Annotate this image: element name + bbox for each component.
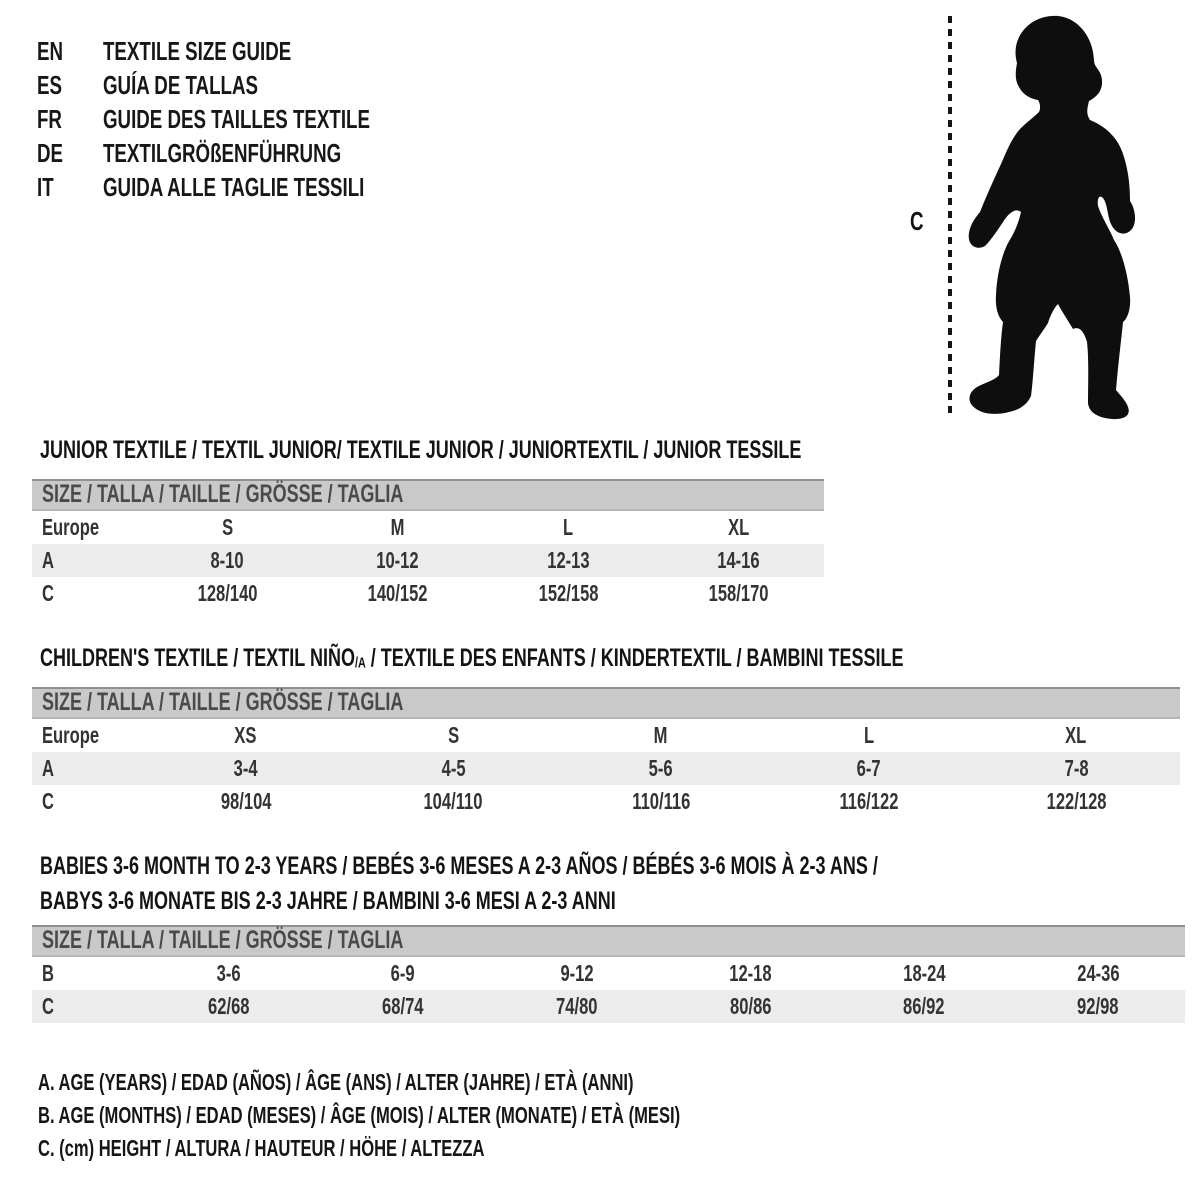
language-title: TEXTILGRÖßENFÜHRUNG (103, 138, 342, 168)
language-code: IT (37, 172, 54, 202)
language-title: GUÍA DE TALLAS (103, 70, 258, 100)
table-cell: 74/80 (555, 993, 598, 1019)
language-title: GUIDA ALLE TAGLIE TESSILI (103, 172, 365, 202)
table-cell: 12-18 (729, 960, 772, 986)
height-figure (900, 0, 1200, 445)
table-cell: C (42, 580, 54, 606)
table-cell: Europe (42, 514, 100, 540)
language-title: TEXTILE SIZE GUIDE (103, 36, 292, 66)
note-line: C. (cm) HEIGHT / ALTURA / HAUTEUR / HÖHE / ALTEZZA (38, 1135, 485, 1161)
table-cell: 6-9 (390, 960, 415, 986)
note-line: B. AGE (MONTHS) / EDAD (MESES) / ÂGE (MOIS) / ALTER (MONATE) / ETÀ (MESI) (38, 1102, 681, 1128)
language-code: DE (37, 138, 64, 168)
section-title-junior: JUNIOR TEXTILE / TEXTIL JUNIOR/ TEXTILE JUNIOR / JUNIORTEXTIL / JUNIOR TESSILE (40, 436, 802, 464)
table-cell: 4-5 (441, 755, 466, 781)
table-cell: 5-6 (649, 755, 673, 781)
table-cell: Europe (42, 722, 100, 748)
table-cell: 152/158 (538, 580, 599, 606)
section-title-children: CHILDREN'S TEXTILE / TEXTIL NIÑO/A / TEXTILE DES ENFANTS / KINDERTEXTIL / BAMBINI TESSILE (40, 644, 904, 672)
table-row-age (32, 544, 824, 577)
table-cell: 116/122 (839, 788, 899, 814)
table-cell: 9-12 (559, 960, 594, 986)
table-cell: C (42, 993, 54, 1019)
language-header (37, 34, 474, 204)
table-cell: C (42, 788, 54, 814)
table-cell: 122/128 (1046, 788, 1107, 814)
table-row-height (32, 577, 824, 610)
language-code: EN (37, 36, 64, 66)
table-cell: B (42, 960, 54, 986)
table-cell: 68/74 (382, 993, 424, 1019)
table-cell: 8-10 (210, 547, 244, 573)
table-cell: 80/86 (729, 993, 772, 1019)
table-cell: 10-12 (376, 547, 419, 573)
language-row (37, 102, 474, 136)
table-cell: 128/140 (197, 580, 258, 606)
toddler-silhouette-icon (940, 0, 1200, 440)
height-label: C (910, 206, 924, 236)
size-table-header: SIZE / TALLA / TAILLE / GRÖSSE / TAGLIA (32, 687, 1180, 719)
table-cell: 98/104 (220, 788, 272, 814)
table-cell: 104/110 (423, 788, 483, 814)
table-row-columns (32, 719, 1180, 752)
table-cell: 12-13 (547, 547, 590, 573)
language-code: FR (37, 104, 62, 134)
table-cell: 62/68 (208, 993, 250, 1019)
table-row-columns (32, 511, 824, 544)
table-cell: XS (234, 722, 257, 748)
table-row-height (32, 990, 1185, 1023)
table-cell: L (563, 514, 574, 540)
table-cell: S (221, 514, 233, 540)
table-cell: L (863, 722, 874, 748)
table-cell: 86/92 (903, 993, 945, 1019)
table-row-height (32, 785, 1180, 818)
table-cell: 7-8 (1064, 755, 1089, 781)
babies-size-table (32, 925, 1185, 1023)
table-cell: XL (1065, 722, 1087, 748)
legend-notes (38, 1066, 930, 1165)
language-code: ES (37, 70, 62, 100)
table-cell: 6-7 (856, 755, 881, 781)
language-row (37, 68, 474, 102)
size-table-header: SIZE / TALLA / TAILLE / GRÖSSE / TAGLIA (32, 479, 824, 511)
language-title: GUIDE DES TAILLES TEXTILE (103, 104, 370, 134)
language-row (37, 170, 474, 204)
table-cell: 92/98 (1077, 993, 1119, 1019)
table-cell: XL (728, 514, 750, 540)
table-cell: 18-24 (903, 960, 946, 986)
table-cell: 3-6 (216, 960, 241, 986)
table-cell: M (654, 722, 668, 748)
section-title-babies: BABIES 3-6 MONTH TO 2-3 YEARS / BEBÉS 3-6 MESES A 2-3 AÑOS / BÉBÉS 3-6 MOIS À 2-3 ANS / BABYS 3-6 MONATE BIS 2-3 JAHRE / BAMBINI 3-6 MESI A 2-3 ANNI (40, 852, 878, 915)
table-cell: M (390, 514, 405, 540)
size-table-header: SIZE / TALLA / TAILLE / GRÖSSE / TAGLIA (32, 925, 1185, 957)
table-row-age (32, 752, 1180, 785)
table-cell: A (42, 755, 54, 781)
table-cell: 3-4 (233, 755, 258, 781)
table-row-age-months (32, 957, 1185, 990)
children-size-table (32, 687, 1180, 818)
junior-size-table (32, 479, 824, 610)
table-cell: S (447, 722, 459, 748)
table-cell: 14-16 (717, 547, 760, 573)
table-cell: A (42, 547, 54, 573)
table-cell: 158/170 (708, 580, 769, 606)
table-cell: 110/116 (631, 788, 690, 814)
table-cell: 24-36 (1076, 960, 1120, 986)
language-row (37, 136, 474, 170)
note-line: A. AGE (YEARS) / EDAD (AÑOS) / ÂGE (ANS) / ALTER (JAHRE) / ETÀ (ANNI) (38, 1069, 634, 1095)
table-cell: 140/152 (367, 580, 428, 606)
language-row (37, 34, 474, 68)
